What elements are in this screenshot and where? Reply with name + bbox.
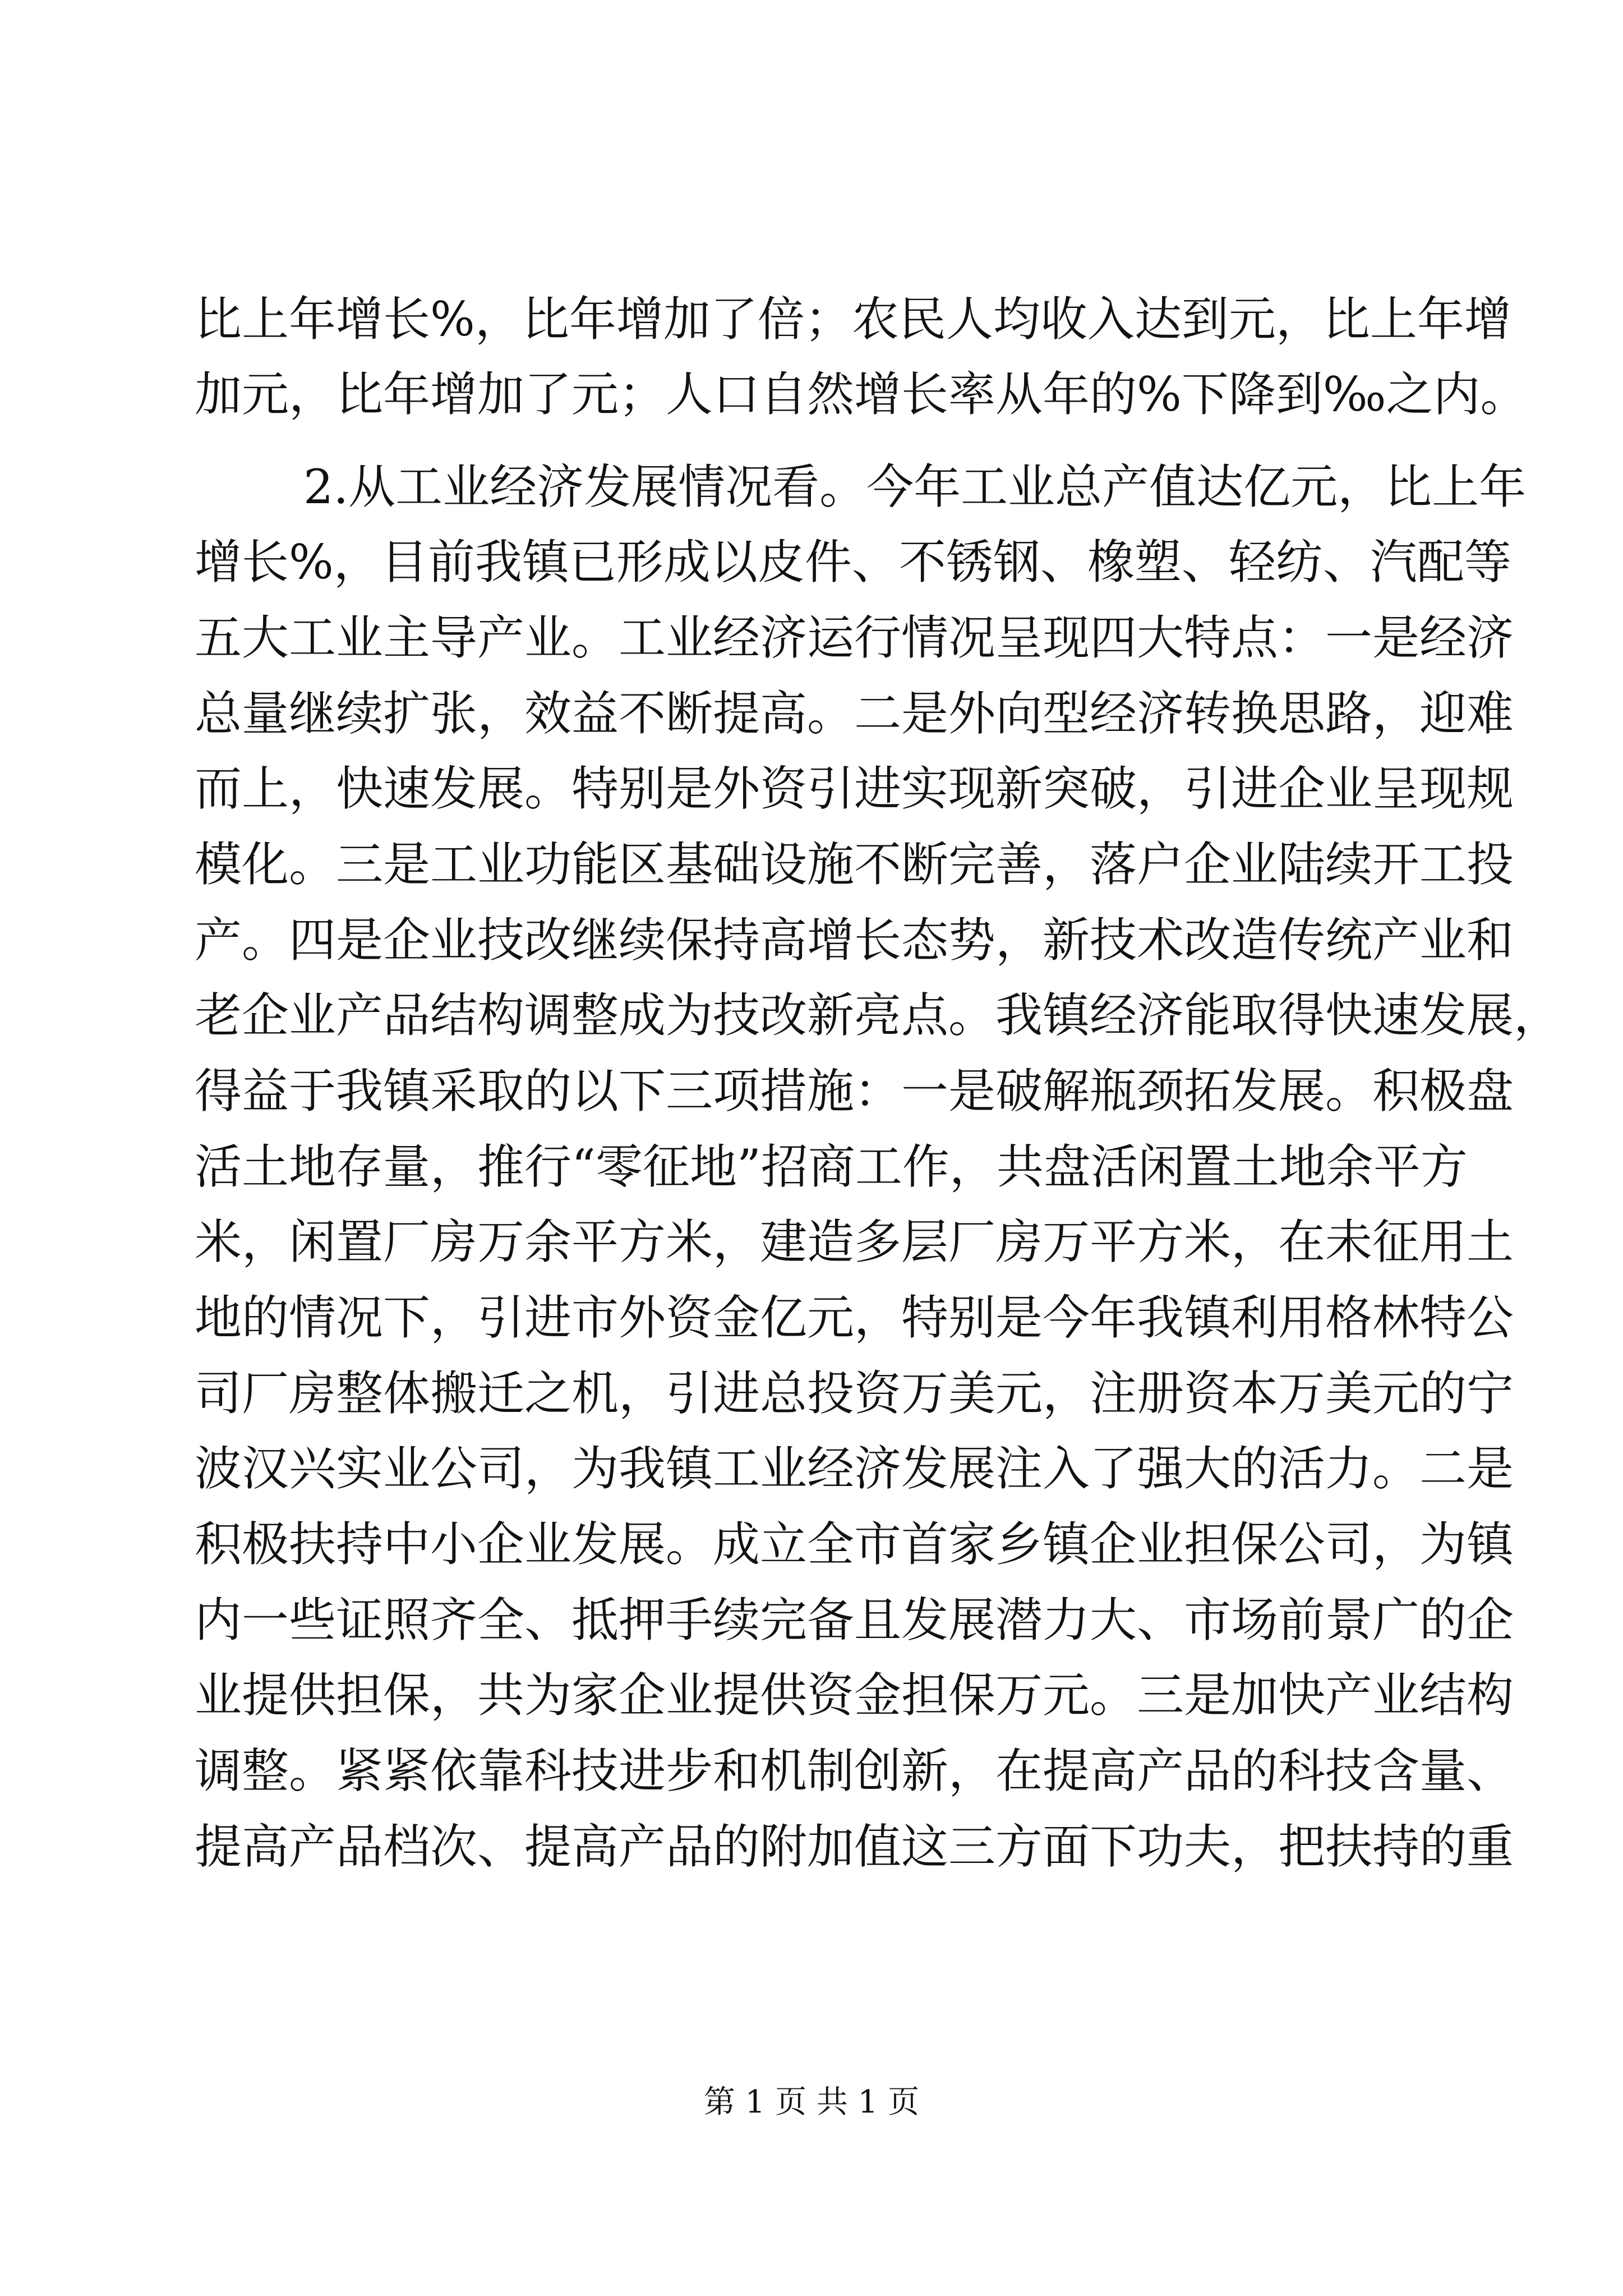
text-line-6: 总量继续扩张，效益不断提高。二是外向型经济转换思路，迎难 <box>195 686 1514 741</box>
text-line-15: 司厂房整体搬迁之机，引进总投资万美元，注册资本万美元的宁 <box>195 1366 1514 1421</box>
text-line-11: 得益于我镇采取的以下三项措施：一是破解瓶颈拓发展。积极盘 <box>195 1064 1514 1119</box>
text-line-18: 内一些证照齐全、抵押手续完备且发展潜力大、市场前景广的企 <box>195 1593 1514 1648</box>
text-line-17: 积极扶持中小企业发展。成立全市首家乡镇企业担保公司，为镇 <box>195 1517 1514 1572</box>
text-line-16: 波汉兴实业公司，为我镇工业经济发展注入了强大的活力。二是 <box>195 1441 1514 1496</box>
text-line-4: 增长%，目前我镇已形成以皮件、不锈钢、橡塑、轻纺、汽配等 <box>195 535 1511 590</box>
text-line-12: 活土地存量，推行“零征地”招商工作，共盘活闲置土地余平方 <box>195 1139 1468 1194</box>
page-number-label: 第 1 页 共 1 页 <box>703 2084 920 2120</box>
text-line-13: 米，闲置厂房万余平方米，建造多层厂房万平方米，在未征用土 <box>195 1214 1514 1269</box>
text-line-19: 业提供担保，共为家企业提供资金担保万元。三是加快产业结构 <box>195 1668 1514 1723</box>
text-line-2: 加元，比年增加了元；人口自然增长率从年的%下降到‰之内。 <box>195 367 1528 422</box>
page-footer <box>0 2080 1623 2125</box>
text-line-21: 提高产品档次、提高产品的附加值这三方面下功夫，把扶持的重 <box>195 1819 1514 1874</box>
text-line-7: 而上，快速发展。特别是外资引进实现新突破，引进企业呈现规 <box>195 761 1514 816</box>
text-line-8: 模化。三是工业功能区基础设施不断完善，落户企业陆续开工投 <box>195 837 1514 892</box>
text-line-10: 老企业产品结构调整成为技改新亮点。我镇经济能取得快速发展， <box>195 988 1561 1043</box>
text-line-1: 比上年增长%，比年增加了倍；农民人均收入达到元，比上年增 <box>195 292 1511 347</box>
text-line-5: 五大工业主导产业。工业经济运行情况呈现四大特点：一是经济 <box>195 610 1514 665</box>
text-line-14: 地的情况下，引进市外资金亿元，特别是今年我镇利用格林特公 <box>195 1290 1514 1345</box>
text-line-20: 调整。紧紧依靠科技进步和机制创新，在提高产品的科技含量、 <box>195 1743 1514 1798</box>
text-line-9: 产。四是企业技改继续保持高增长态势，新技术改造传统产业和 <box>195 913 1514 968</box>
text-line-3: 2.从工业经济发展情况看。今年工业总产值达亿元，比上年 <box>303 459 1527 514</box>
